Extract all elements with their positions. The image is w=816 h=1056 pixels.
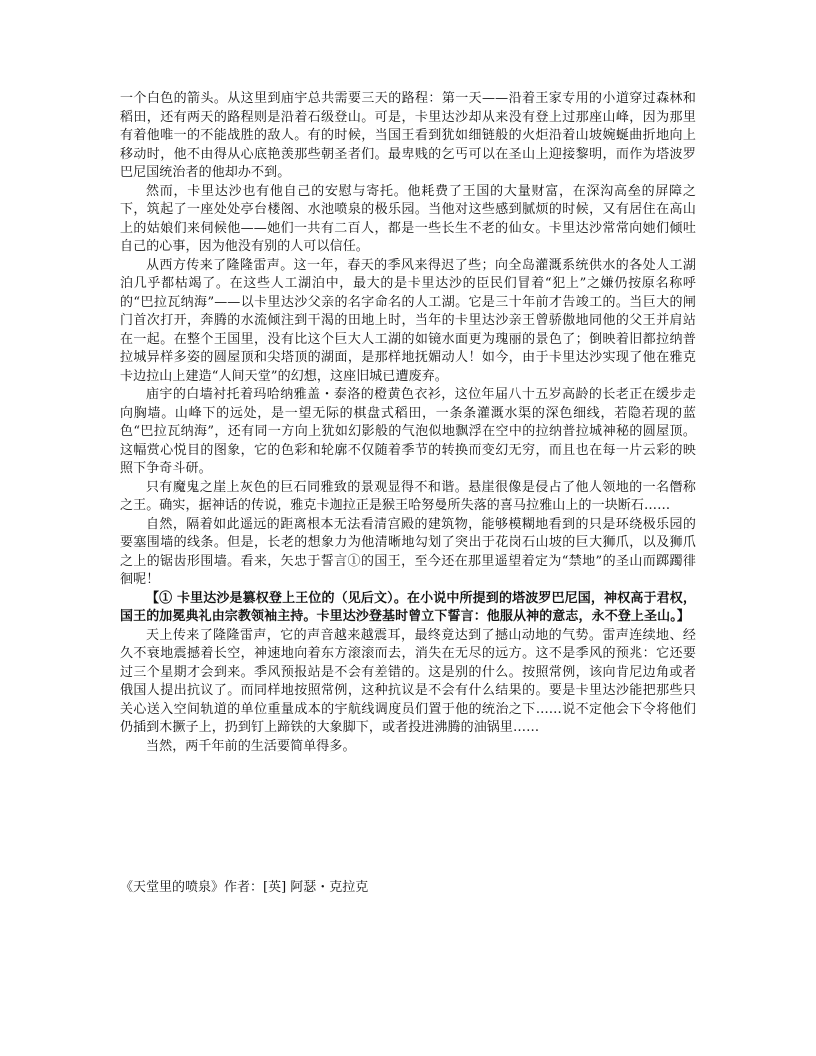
paragraph-6: 自然，隔着如此遥远的距离根本无法看清宫殿的建筑物，能够模糊地看到的只是环绕极乐园的要塞围墙的线条。但是，长老的想象力为他清晰地勾划了突出于花岗石山坡的巨大狮爪，以及狮爪之上的锯齿形围墙。看来，矢忠于誓言①的国王，至今还在那里遥望着定为“禁地”的圣山而踯躅徘徊呢！	[120, 516, 696, 587]
book-attribution: 《天堂里的喷泉》作者：[英] 阿瑟・克拉克	[120, 880, 369, 895]
paragraph-1: 一个白色的箭头。从这里到庙宇总共需要三天的路程：第一天——沿着王家专用的小道穿过森林和稻田，还有两天的路程则是沿着石级登山。可是，卡里达沙却从来没有登上过那座山峰，因为那里有着他唯一的不能战胜的敌人。有的时候，当国王看到犹如细链般的火炬沿着山坡婉蜒曲折地向上移动时，他不由得从心底艳羡那些朝圣者们。最卑贱的乞丐可以在圣山上迎接黎明，而作为塔波罗巴尼国统治者的他却办不到。	[120, 91, 696, 180]
paragraph-2: 然而，卡里达沙也有他自己的安慰与寄托。他耗费了王国的大量财富，在深沟高垒的屏障之下，筑起了一座处处亭台楼阁、水池喷泉的极乐园。当他对这些感到腻烦的时候，又有居住在高山上的姑娘们来伺候他——她们一共有二百人，都是一些长生不老的仙女。卡里达沙常常向她们倾吐自己的心事，因为他没有别的人可以信任。	[120, 183, 696, 254]
document-body	[120, 90, 696, 756]
footnote-paragraph: 【① 卡里达沙是篡权登上王位的（见后文）。在小说中所提到的塔波罗巴尼国，神权高于君权，国王的加冕典礼由宗教领袖主持。卡里达沙登基时曾立下誓言：他服从神的意志，永不登上圣山。】	[120, 590, 696, 624]
paragraph-9: 当然，两千年前的生活要简单得多。	[146, 738, 356, 754]
paragraph-4: 庙宇的白墙衬托着玛哈纳雅盖・泰洛的橙黄色衣衫，这位年届八十五岁高龄的长老正在缓步走向胸墙。山峰下的远处，是一望无际的棋盘式稻田，一条条灌溉水渠的深色细线，若隐若现的蓝色“巴拉瓦纳海”，还有同一方向上犹如幻影般的气泡似地飘浮在空中的拉纳普拉城神秘的圆屋顶。这幅赏心悦目的图象，它的色彩和轮廓不仅随着季节的转换而变幻无穷，而且也在每一片云彩的映照下争奇斗研。	[120, 387, 696, 476]
paragraph-3: 从西方传来了隆隆雷声。这一年，春天的季风来得迟了些；向全岛灌溉系统供水的各处人工湖泊几乎都枯竭了。在这些人工湖泊中，最大的是卡里达沙的臣民们冒着“犯上”之嫌仍按原名称呼的“巴拉瓦纳海”——以卡里达沙父亲的名字命名的人工湖。它是三十年前才告竣工的。当巨大的闸门首次打开，奔腾的水流倾注到干渴的田地上时，当年的卡里达沙亲王曾骄傲地同他的父王并肩站在一起。在整个王国里，没有比这个巨大人工湖的如镜水面更为瑰丽的景色了；倒映着旧都拉纳普拉城异样多姿的圆屋顶和尖塔顶的湖面，是那样地抚媚动人！如今，由于卡里达沙实现了他在雅克卡边拉山上建造“人间天堂”的幻想，这座旧城已遭废弃。	[120, 257, 696, 384]
paragraph-5: 只有魔鬼之崖上灰色的巨石同雅致的景观显得不和谐。悬崖很像是侵占了他人领地的一名僭称之王。确实，据神话的传说，雅克卡迦拉正是猴王哈努曼所失落的喜马拉雅山上的一块断石……	[120, 479, 696, 513]
paragraph-8: 天上传来了隆隆雷声，它的声音越来越震耳，最终竟达到了撼山动地的气势。雷声连续地、经久不衰地震撼着长空，神速地向着东方滚滚而去，消失在无尽的远方。这不是季风的预兆：它还要过三个星期才会到来。季风预报站是不会有差错的。这是别的什么。按照常例，该向肯尼边角或者俄国人提出抗议了。而同样地按照常例，这种抗议是不会有什么结果的。要是卡里达沙能把那些只关心送入空间轨道的单位重量成本的宇航线调度员们置于他的统治之下……说不定他会下令将他们仍插到木撅子上，扔到钉上蹄铁的大象脚下，或者投进沸腾的油锅里……	[120, 627, 696, 735]
